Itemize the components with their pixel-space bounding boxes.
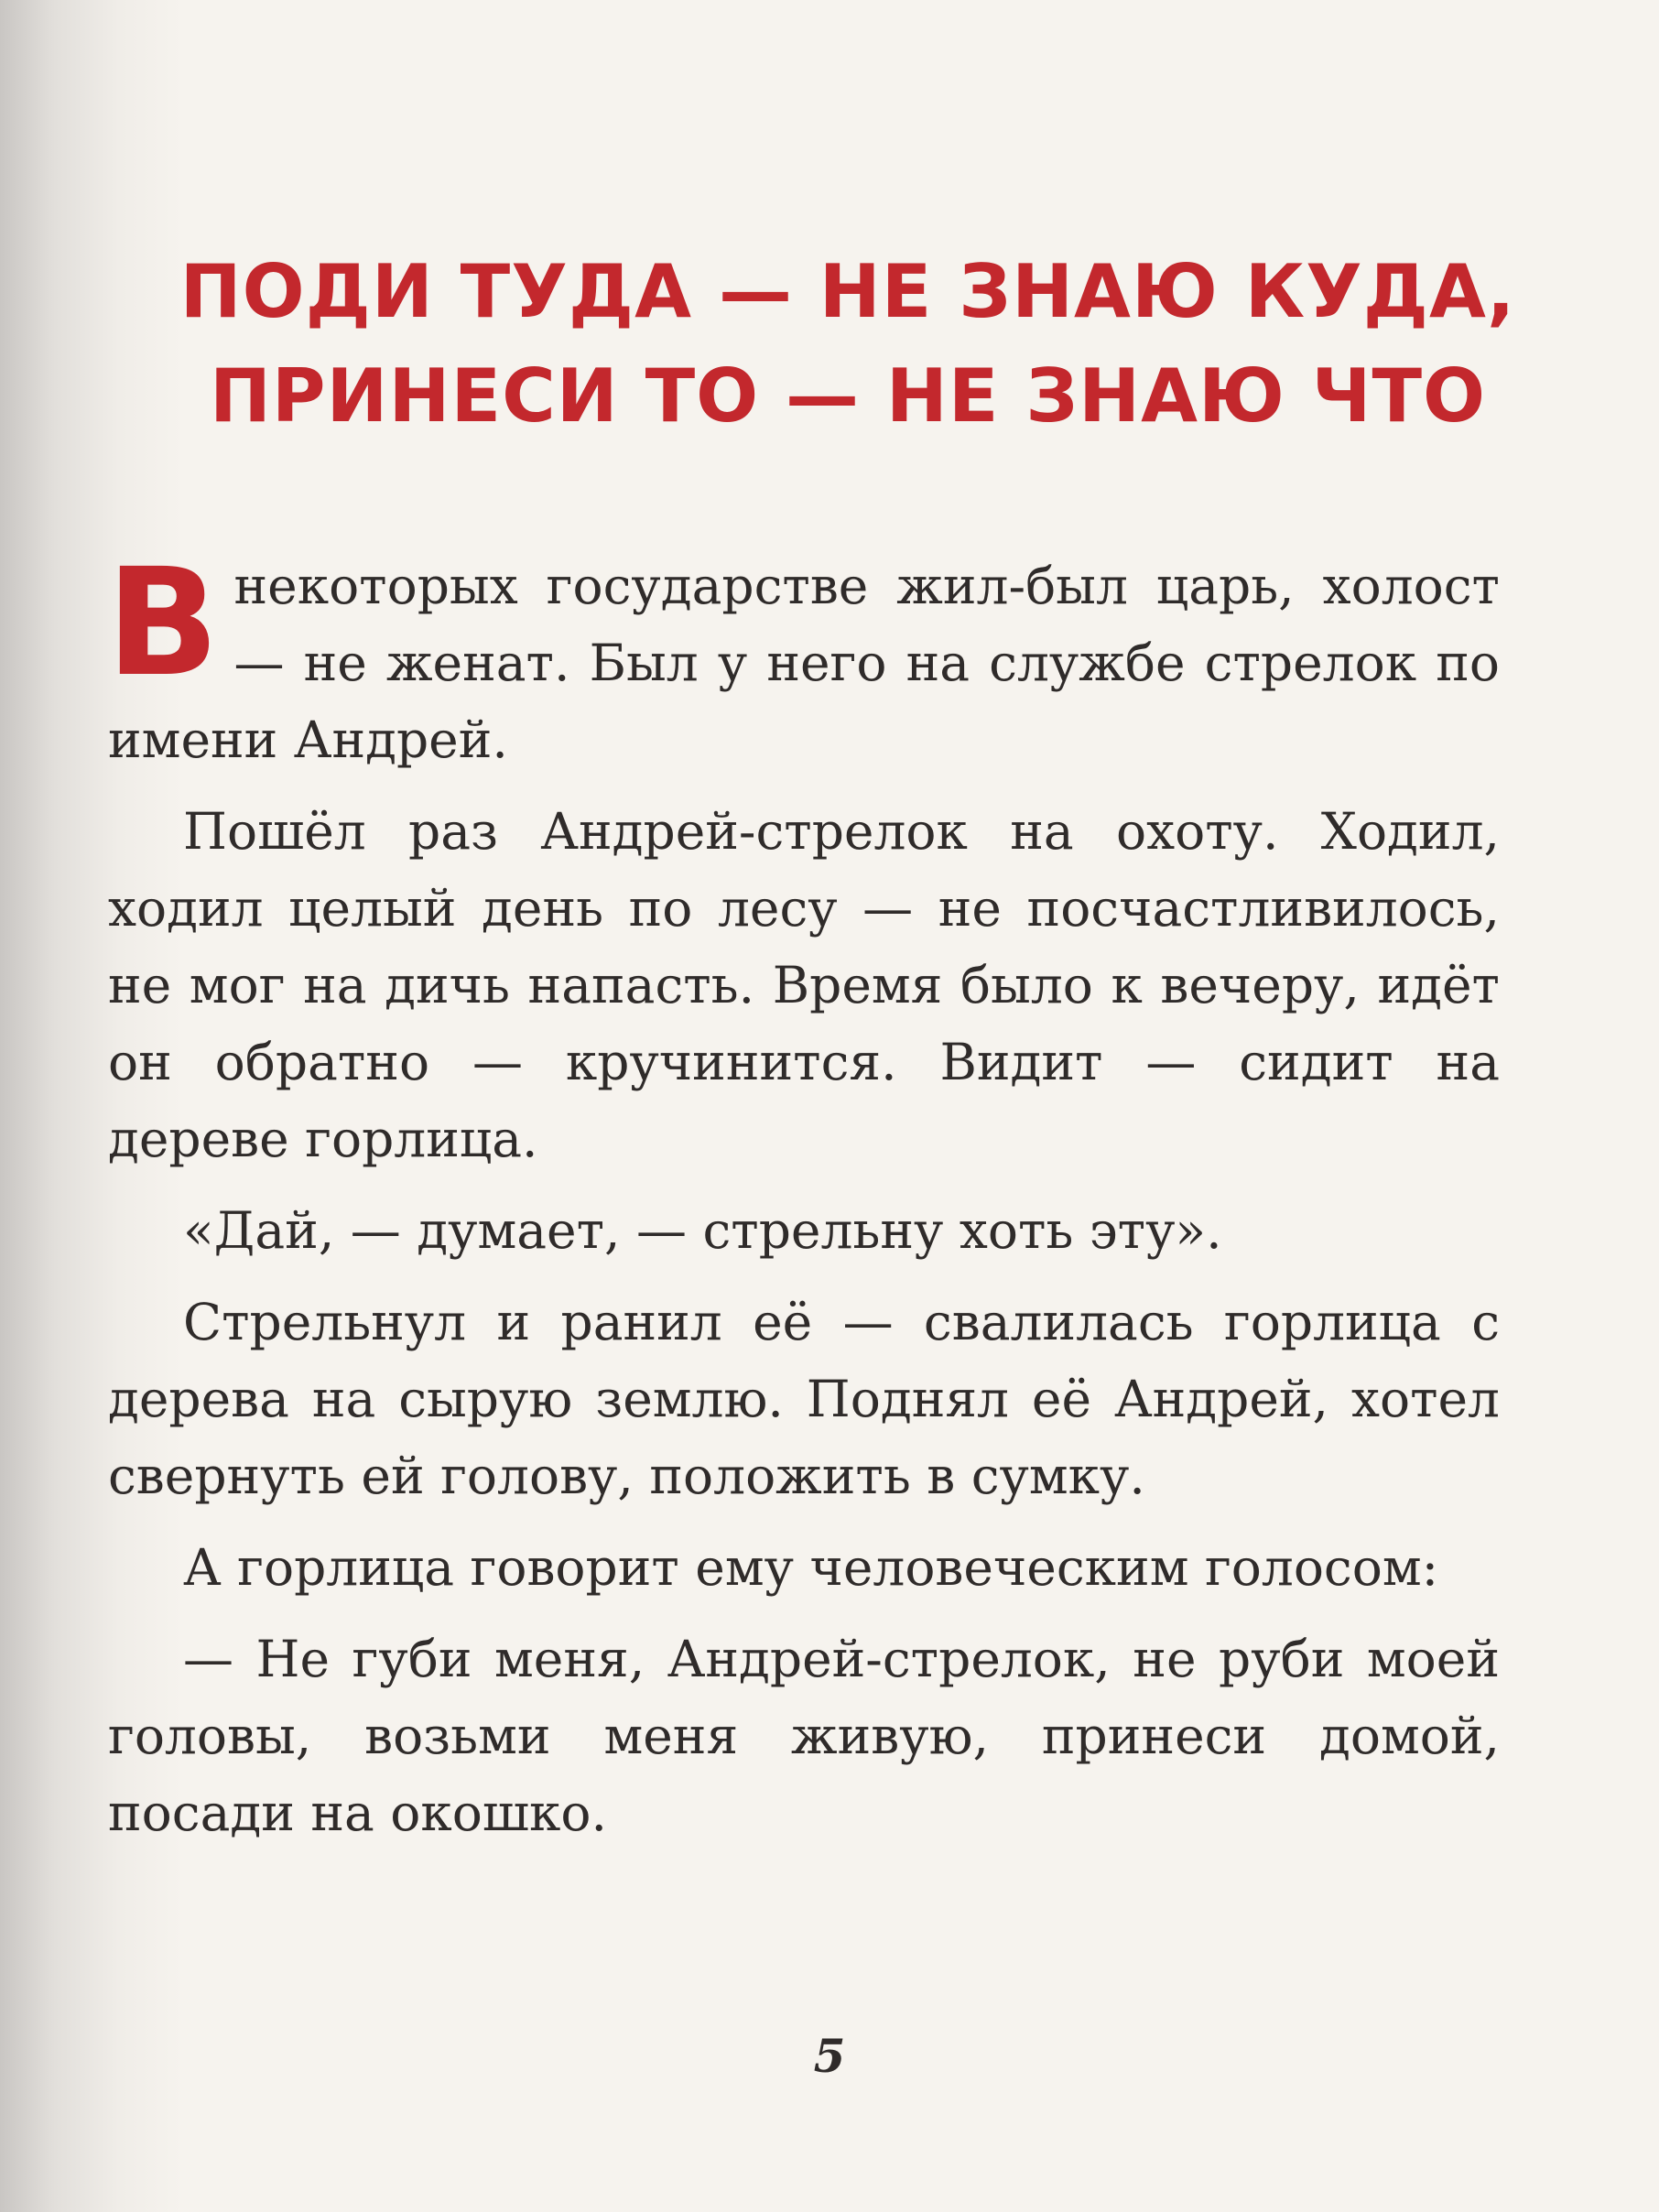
paragraph-1-text: некоторых государстве жил-был царь, холост — не женат. Был у него на службе стрелок по имени Андрей.	[108, 557, 1500, 769]
story-body	[106, 537, 1500, 1866]
story-title-line-2: ПРИНЕСИ ТО — НЕ ЗНАЮ ЧТО	[209, 352, 1487, 439]
paragraph-3: «Дай, — думает, — стрельну хоть эту».	[183, 1201, 1222, 1260]
paragraph-6: — Не губи меня, Андрей-стрелок, не руби моей головы, возьми меня живую, принеси домой, посади на окошко.	[108, 1630, 1500, 1842]
drop-cap: В	[106, 537, 220, 710]
story-title	[92, 240, 1604, 449]
paragraph-4: Стрельнул и ранил её — свалилась горлица с дерева на сырую землю. Поднял её Андрей, хотел свернуть ей голову, положить в сумку.	[108, 1293, 1500, 1505]
paragraph-1	[106, 537, 1500, 778]
story-title-line-1: ПОДИ ТУДА — НЕ ЗНАЮ КУДА,	[179, 248, 1516, 334]
paragraph-2: Пошёл раз Андрей-стрелок на охоту. Ходил, ходил целый день по лесу — не посчастливилось, не мог на дичь напасть. Время было к вечеру, идёт он обратно — кручинится. Видит — сидит на дереве горлица.	[108, 802, 1500, 1168]
page-number: 5	[813, 2029, 846, 2083]
paragraph-5: А горлица говорит ему человеческим голосом:	[183, 1538, 1439, 1597]
